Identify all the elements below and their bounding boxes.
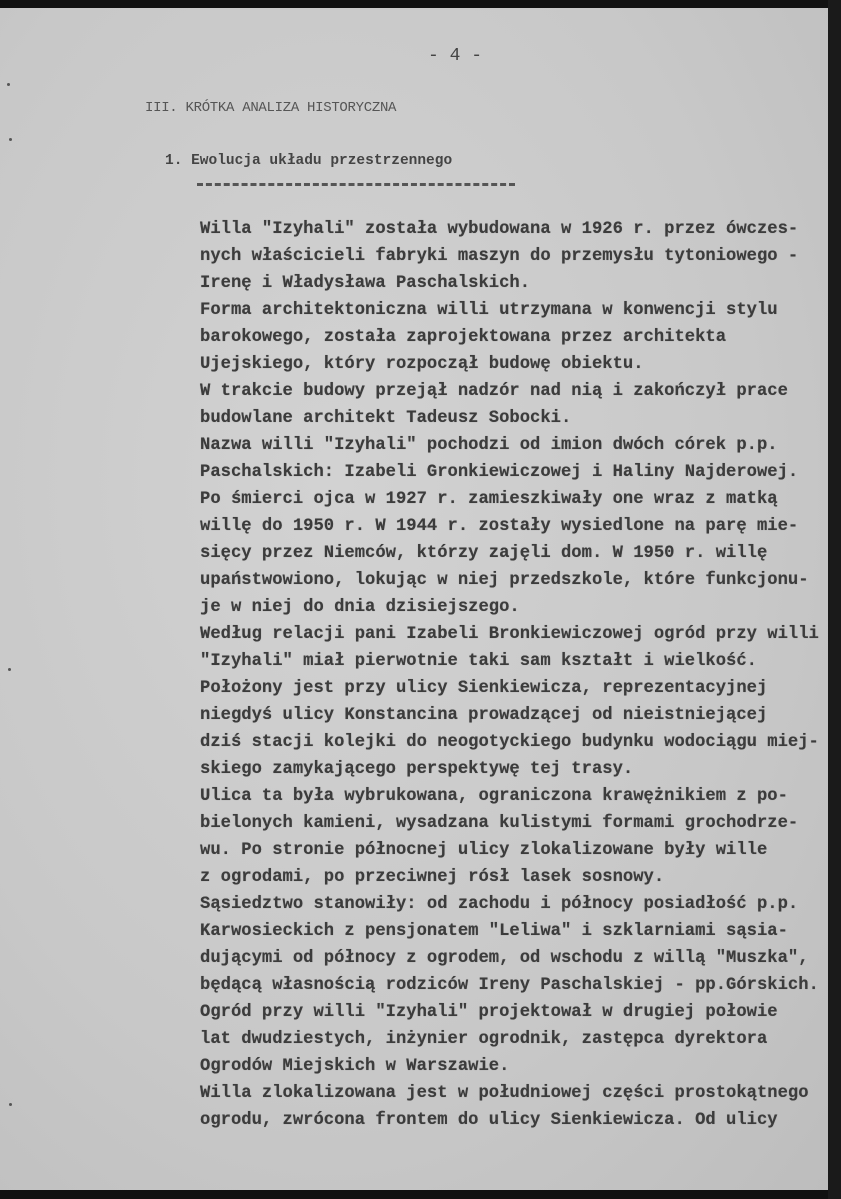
body-line: je w niej do dnia dzisiejszego.	[200, 598, 520, 617]
body-line: Irenę i Władysława Paschalskich.	[200, 274, 531, 293]
body-line: Położony jest przy ulicy Sienkiewicza, reprezentacyjnej	[200, 679, 768, 698]
body-line: willę do 1950 r. W 1944 r. zostały wysiedlone na parę mie-	[200, 517, 799, 536]
body-line: ogrodu, zwrócona frontem do ulicy Sienkiewicza. Od ulicy	[200, 1111, 778, 1130]
body-line: barokowego, została zaprojektowana przez architekta	[200, 328, 727, 347]
body-line: niegdyś ulicy Konstancina prowadzącej od nieistniejącej	[200, 706, 768, 725]
body-line: bielonych kamieni, wysadzana kulistymi formami grochodrze-	[200, 814, 799, 833]
punch-mark	[7, 83, 10, 86]
body-line: Ulica ta była wybrukowana, ograniczona krawężnikiem z po-	[200, 787, 788, 806]
body-line: Forma architektoniczna willi utrzymana w konwencji stylu	[200, 301, 778, 320]
heading-underline	[197, 183, 515, 186]
document-page	[0, 8, 828, 1190]
section-heading: III. KRÓTKA ANALIZA HISTORYCZNA	[145, 100, 397, 116]
page-number: - 4 -	[428, 46, 483, 66]
body-line: budowlane architekt Tadeusz Sobocki.	[200, 409, 572, 428]
body-text	[200, 216, 819, 1134]
body-line: dziś stacji kolejki do neogotyckiego budynku wodociągu miej-	[200, 733, 819, 752]
body-line: Ogrodów Miejskich w Warszawie.	[200, 1057, 510, 1076]
body-line: skiego zamykającego perspektywę tej trasy.	[200, 760, 634, 779]
body-line: Według relacji pani Izabeli Bronkiewiczowej ogród przy willi	[200, 625, 819, 644]
body-line: Po śmierci ojca w 1927 r. zamieszkiwały one wraz z matką	[200, 490, 778, 509]
body-line: sięcy przez Niemców, którzy zajęli dom. W 1950 r. willę	[200, 544, 768, 563]
body-line: Willa "Izyhali" została wybudowana w 1926 r. przez ówczes-	[200, 220, 799, 239]
body-line: lat dwudziestych, inżynier ogrodnik, zastępca dyrektora	[200, 1030, 768, 1049]
body-line: upaństwowiono, lokując w niej przedszkole, które funkcjonu-	[200, 571, 809, 590]
body-line: Willa zlokalizowana jest w południowej części prostokątnego	[200, 1084, 809, 1103]
punch-mark	[9, 138, 12, 141]
scan-edge	[828, 0, 841, 1199]
body-line: Sąsiedztwo stanowiły: od zachodu i północy posiadłość p.p.	[200, 895, 799, 914]
body-line: Ujejskiego, który rozpoczął budowę obiektu.	[200, 355, 644, 374]
body-line: "Izyhali" miał pierwotnie taki sam kształt i wielkość.	[200, 652, 757, 671]
body-line: wu. Po stronie północnej ulicy zlokalizowane były wille	[200, 841, 768, 860]
body-line: Nazwa willi "Izyhali" pochodzi od imion dwóch córek p.p.	[200, 436, 778, 455]
body-line: będącą własnością rodziców Ireny Paschalskiej - pp.Górskich.	[200, 976, 819, 995]
body-line: Paschalskich: Izabeli Gronkiewiczowej i Haliny Najderowej.	[200, 463, 799, 482]
body-line: W trakcie budowy przejął nadzór nad nią i zakończył prace	[200, 382, 788, 401]
subsection-heading: 1. Ewolucja układu przestrzennego	[165, 153, 453, 169]
punch-mark	[9, 1103, 12, 1106]
body-line: nych właścicieli fabryki maszyn do przemysłu tytoniowego -	[200, 247, 799, 266]
body-line: Karwosieckich z pensjonatem "Leliwa" i szklarniami sąsia-	[200, 922, 788, 941]
body-line: dującymi od północy z ogrodem, od wschodu z willą "Muszka",	[200, 949, 809, 968]
body-line: Ogród przy willi "Izyhali" projektował w drugiej połowie	[200, 1003, 778, 1022]
body-line: z ogrodami, po przeciwnej rósł lasek sosnowy.	[200, 868, 665, 887]
punch-mark	[8, 668, 11, 671]
